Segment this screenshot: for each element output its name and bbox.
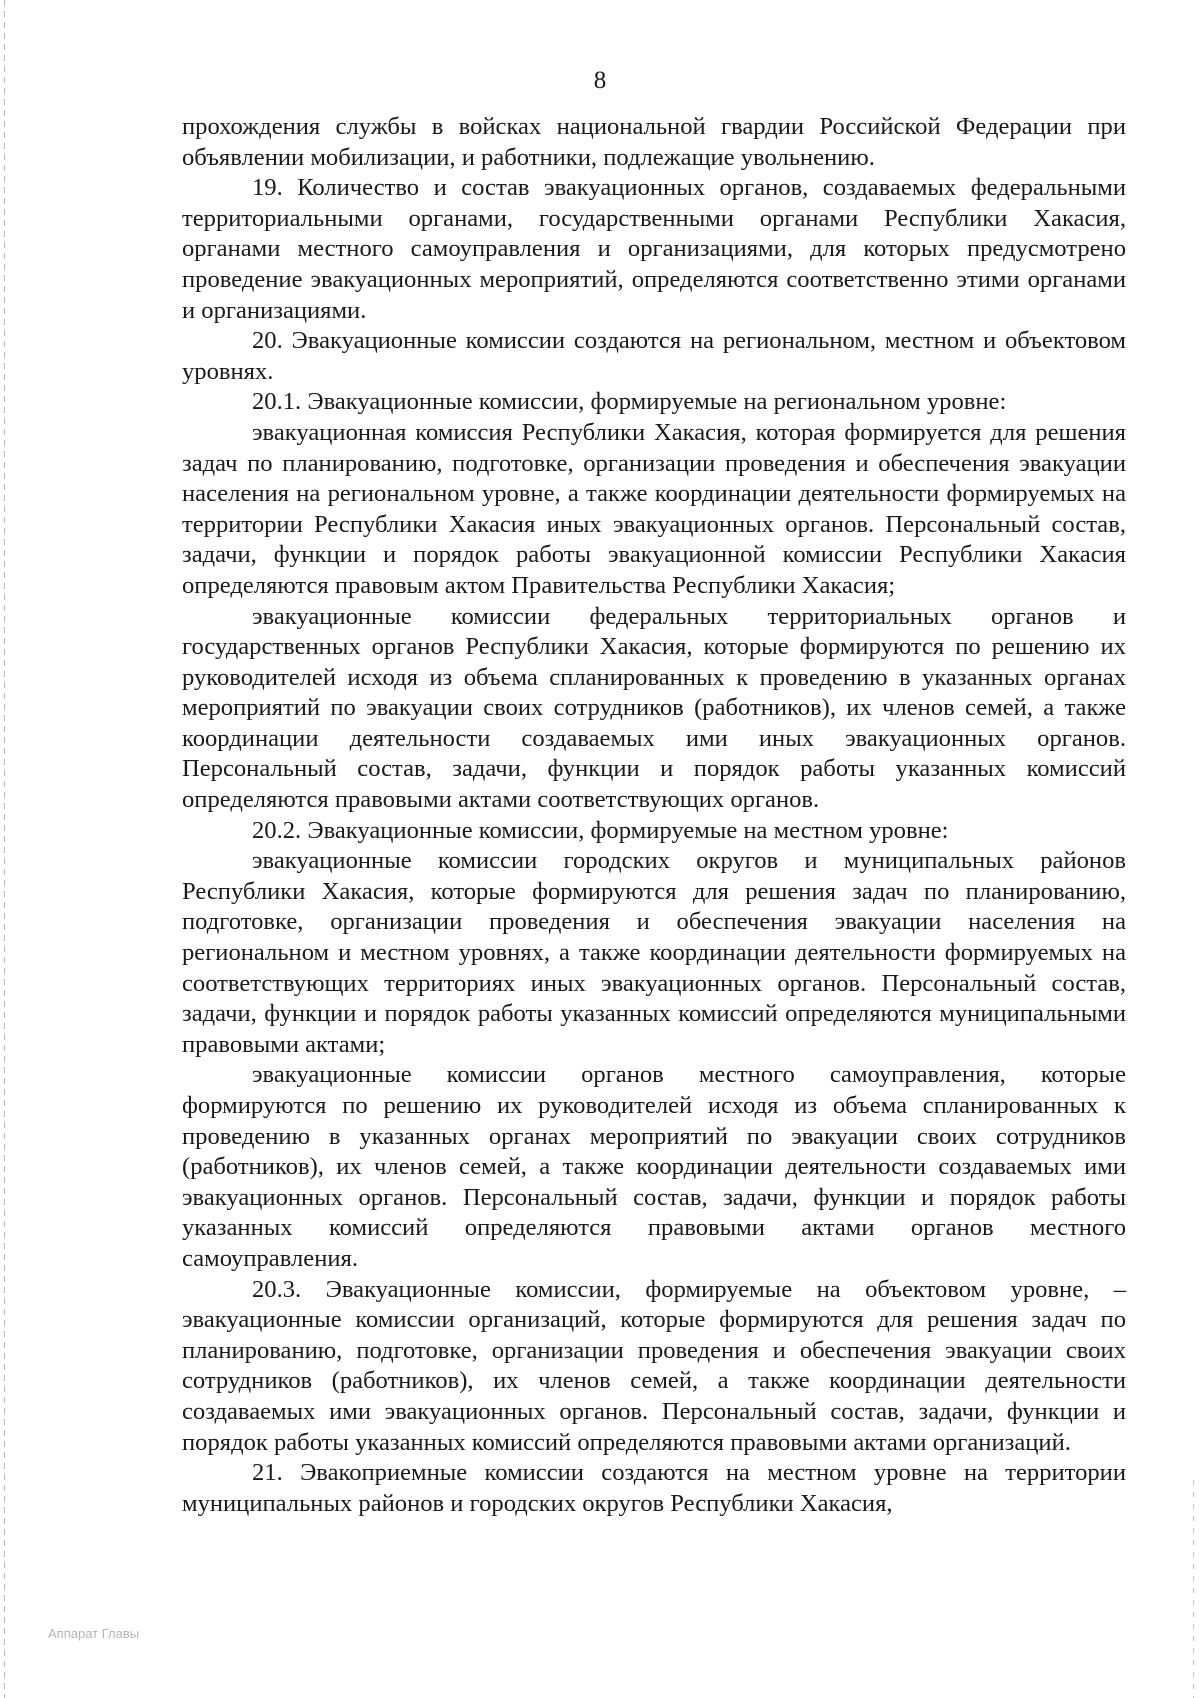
- stamp-line1: Аппарат Главы: [48, 1626, 140, 1641]
- paragraph: 20.1. Эвакуационные комиссии, формируемые на региональном уровне:: [252, 388, 1007, 416]
- scan-edge-right: [1193, 1480, 1194, 1698]
- paragraph: 20.2. Эвакуационные комиссии, формируемые на местном уровне:: [252, 816, 949, 844]
- paragraph: 21. Эвакоприемные комиссии создаются на местном уровне на территории муниципальных районов и городских округов Республики Хакасия,: [182, 1459, 1126, 1517]
- paragraph: эвакуационные комиссии органов местного самоуправления, которые формируются по решению их руководителей исходя из объема спланированных к проведению в указанных органах мероприятий по эвакуации своих сотрудников (работников), их членов семей, а также координации деятельности создаваемых ими эвакуационных органов. Персональный состав, задачи, функции и порядок работы указанных комиссий определяются правовыми актами органов местного самоуправления.: [182, 1061, 1126, 1272]
- page-number: 8: [593, 67, 607, 94]
- document-body: [182, 112, 1126, 1519]
- office-stamp: [48, 1626, 139, 1642]
- paragraph: эвакуационные комиссии городских округов и муниципальных районов Республики Хакасия, которые формируются для решения задач по планированию, подготовке, организации проведения и обеспечения эвакуации населения на региональном и местном уровнях, а также координации деятельности формируемых на соответствующих территориях иных эвакуационных органов. Персональный состав, задачи, функции и порядок работы указанных комиссий определяются муниципальными правовыми актами;: [182, 847, 1126, 1058]
- paragraph: эвакуационные комиссии федеральных территориальных органов и государственных органов Республики Хакасия, которые формируются по решению их руководителей исходя из объема спланированных к проведению в указанных органах мероприятий по эвакуации своих сотрудников (работников), их членов семей, а также координации деятельности создаваемых ими иных эвакуационных органов. Персональный состав, задачи, функции и порядок работы указанных комиссий определяются правовыми актами соответствующих органов.: [182, 602, 1126, 814]
- paragraph: 20.3. Эвакуационные комиссии, формируемые на объектовом уровне, – эвакуационные комиссии организаций, которые формируются для решения задач по планированию, подготовке, организации проведения и обеспечения эвакуации своих сотрудников (работников), их членов семей, а также координации деятельности создаваемых ими эвакуационных органов. Персональный состав, задачи, функции и порядок работы указанных комиссий определяются правовыми актами организаций.: [182, 1275, 1126, 1456]
- paragraph: эвакуационная комиссия Республики Хакасия, которая формируется для решения задач по планированию, подготовке, организации проведения и обеспечения эвакуации населения на региональном уровне, а также координации деятельности формируемых на территории Республики Хакасия иных эвакуационных органов. Персональный состав, задачи, функции и порядок работы эвакуационной комиссии Республики Хакасия определяются правовым актом Правительства Республики Хакасия;: [182, 418, 1126, 599]
- scan-edge-left: [4, 0, 5, 1698]
- paragraph: 20. Эвакуационные комиссии создаются на региональном, местном и объектовом уровнях.: [182, 327, 1126, 385]
- paragraph: 19. Количество и состав эвакуационных органов, создаваемых федеральными территориальными органами, государственными органами Республики Хакасия, органами местного самоуправления и организациями, для которых предусмотрено проведение эвакуационных мероприятий, определяются соответственно этими органами и организациями.: [182, 174, 1126, 324]
- paragraph: прохождения службы в войсках национальной гвардии Российской Федерации при объявлении мобилизации, и работники, подлежащие увольнению.: [182, 113, 1126, 171]
